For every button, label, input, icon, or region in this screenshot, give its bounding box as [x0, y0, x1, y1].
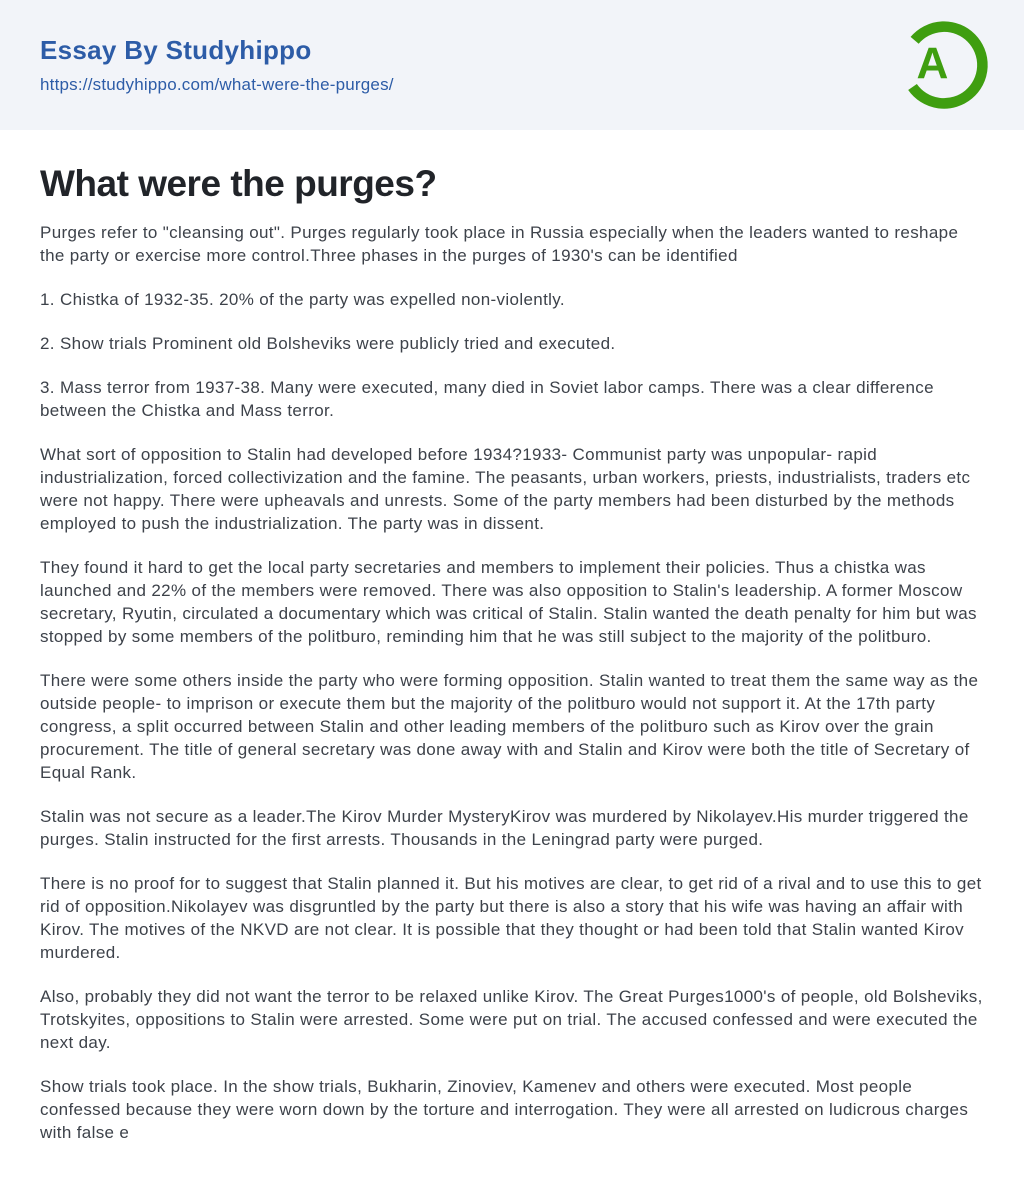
essay-paragraph: 2. Show trials Prominent old Bolsheviks were publicly tried and executed. — [40, 334, 616, 354]
essay-paragraph: There is no proof for to suggest that Stalin planned it. But his motives are clear, to get rid of a rival and to use this to get rid of opposition.Nikolayev was disgruntled by the party but there is also a story that his wife was having an affair with Kirov. The motives of the NKVD are not clear. It is possible that they thought or had been told that Stalin wanted Kirov murdered. — [40, 874, 982, 963]
logo-ring-icon — [896, 17, 992, 113]
essay-paragraph: 1. Chistka of 1932-35. 20% of the party was expelled non-violently. — [40, 290, 565, 310]
essay-paragraph: Stalin was not secure as a leader.The Kirov Murder MysteryKirov was murdered by Nikolayev.His murder triggered the purges. Stalin instructed for the first arrests. Thousands in the Leningrad party were purged. — [40, 807, 969, 850]
essay-content — [0, 130, 1024, 1144]
header-text-block — [40, 37, 394, 93]
essay-paragraph: 3. Mass terror from 1937-38. Many were executed, many died in Soviet labor camps. There was a clear difference between the Chistka and Mass terror. — [40, 378, 934, 421]
studyhippo-logo[interactable] — [896, 17, 992, 113]
logo-letter: A — [916, 39, 949, 89]
essay-paragraph: What sort of opposition to Stalin had developed before 1934?1933- Communist party was unpopular- rapid industrialization, forced collectivization and the famine. The peasants, urban workers, priests, industrialists, traders etc were not happy. There were upheavals and unrests. Some of the party members had been disturbed by the methods employed to push the industrialization. The party was in dissent. — [40, 445, 971, 534]
essay-paragraph: Purges refer to "cleansing out". Purges regularly took place in Russia especially when the leaders wanted to reshape the party or exercise more control.Three phases in the purges of 1930's can be identified — [40, 223, 959, 266]
essay-title: What were the purges? — [40, 163, 437, 204]
essay-paragraph: Show trials took place. In the show trials, Bukharin, Zinoviev, Kamenev and others were executed. Most people confessed because they were worn down by the torture and interrogation. They were all arrested on ludicrous charges with false e — [40, 1077, 969, 1143]
essay-paragraph: They found it hard to get the local party secretaries and members to implement their policies. Thus a chistka was launched and 22% of the members were removed. There was also opposition to Stalin's leadership. A former Moscow secretary, Ryutin, circulated a documentary which was critical of Stalin. Stalin wanted the death penalty for him but was stopped by some members of the politburo, reminding him that he was still subject to the majority of the politburo. — [40, 558, 977, 647]
essay-paragraph: There were some others inside the party who were forming opposition. Stalin wanted to treat them the same way as the outside people- to imprison or execute them but the majority of the politburo would not support it. At the 17th party congress, a split occurred between Stalin and other leading members of the politburo such as Kirov over the grain procurement. The title of general secretary was done away with and Stalin and Kirov were both the title of Secretary of Equal Rank. — [40, 671, 979, 783]
essay-body — [40, 221, 984, 1144]
essay-paragraph: Also, probably they did not want the terror to be relaxed unlike Kirov. The Great Purges1000's of people, old Bolsheviks, Trotskyites, oppositions to Stalin were arrested. Some were put on trial. The accused confessed and were executed the next day. — [40, 987, 983, 1053]
site-title: Essay By Studyhippo — [40, 35, 312, 65]
essay-url-link[interactable]: https://studyhippo.com/what-were-the-purges/ — [40, 75, 394, 94]
page-header — [0, 0, 1024, 130]
